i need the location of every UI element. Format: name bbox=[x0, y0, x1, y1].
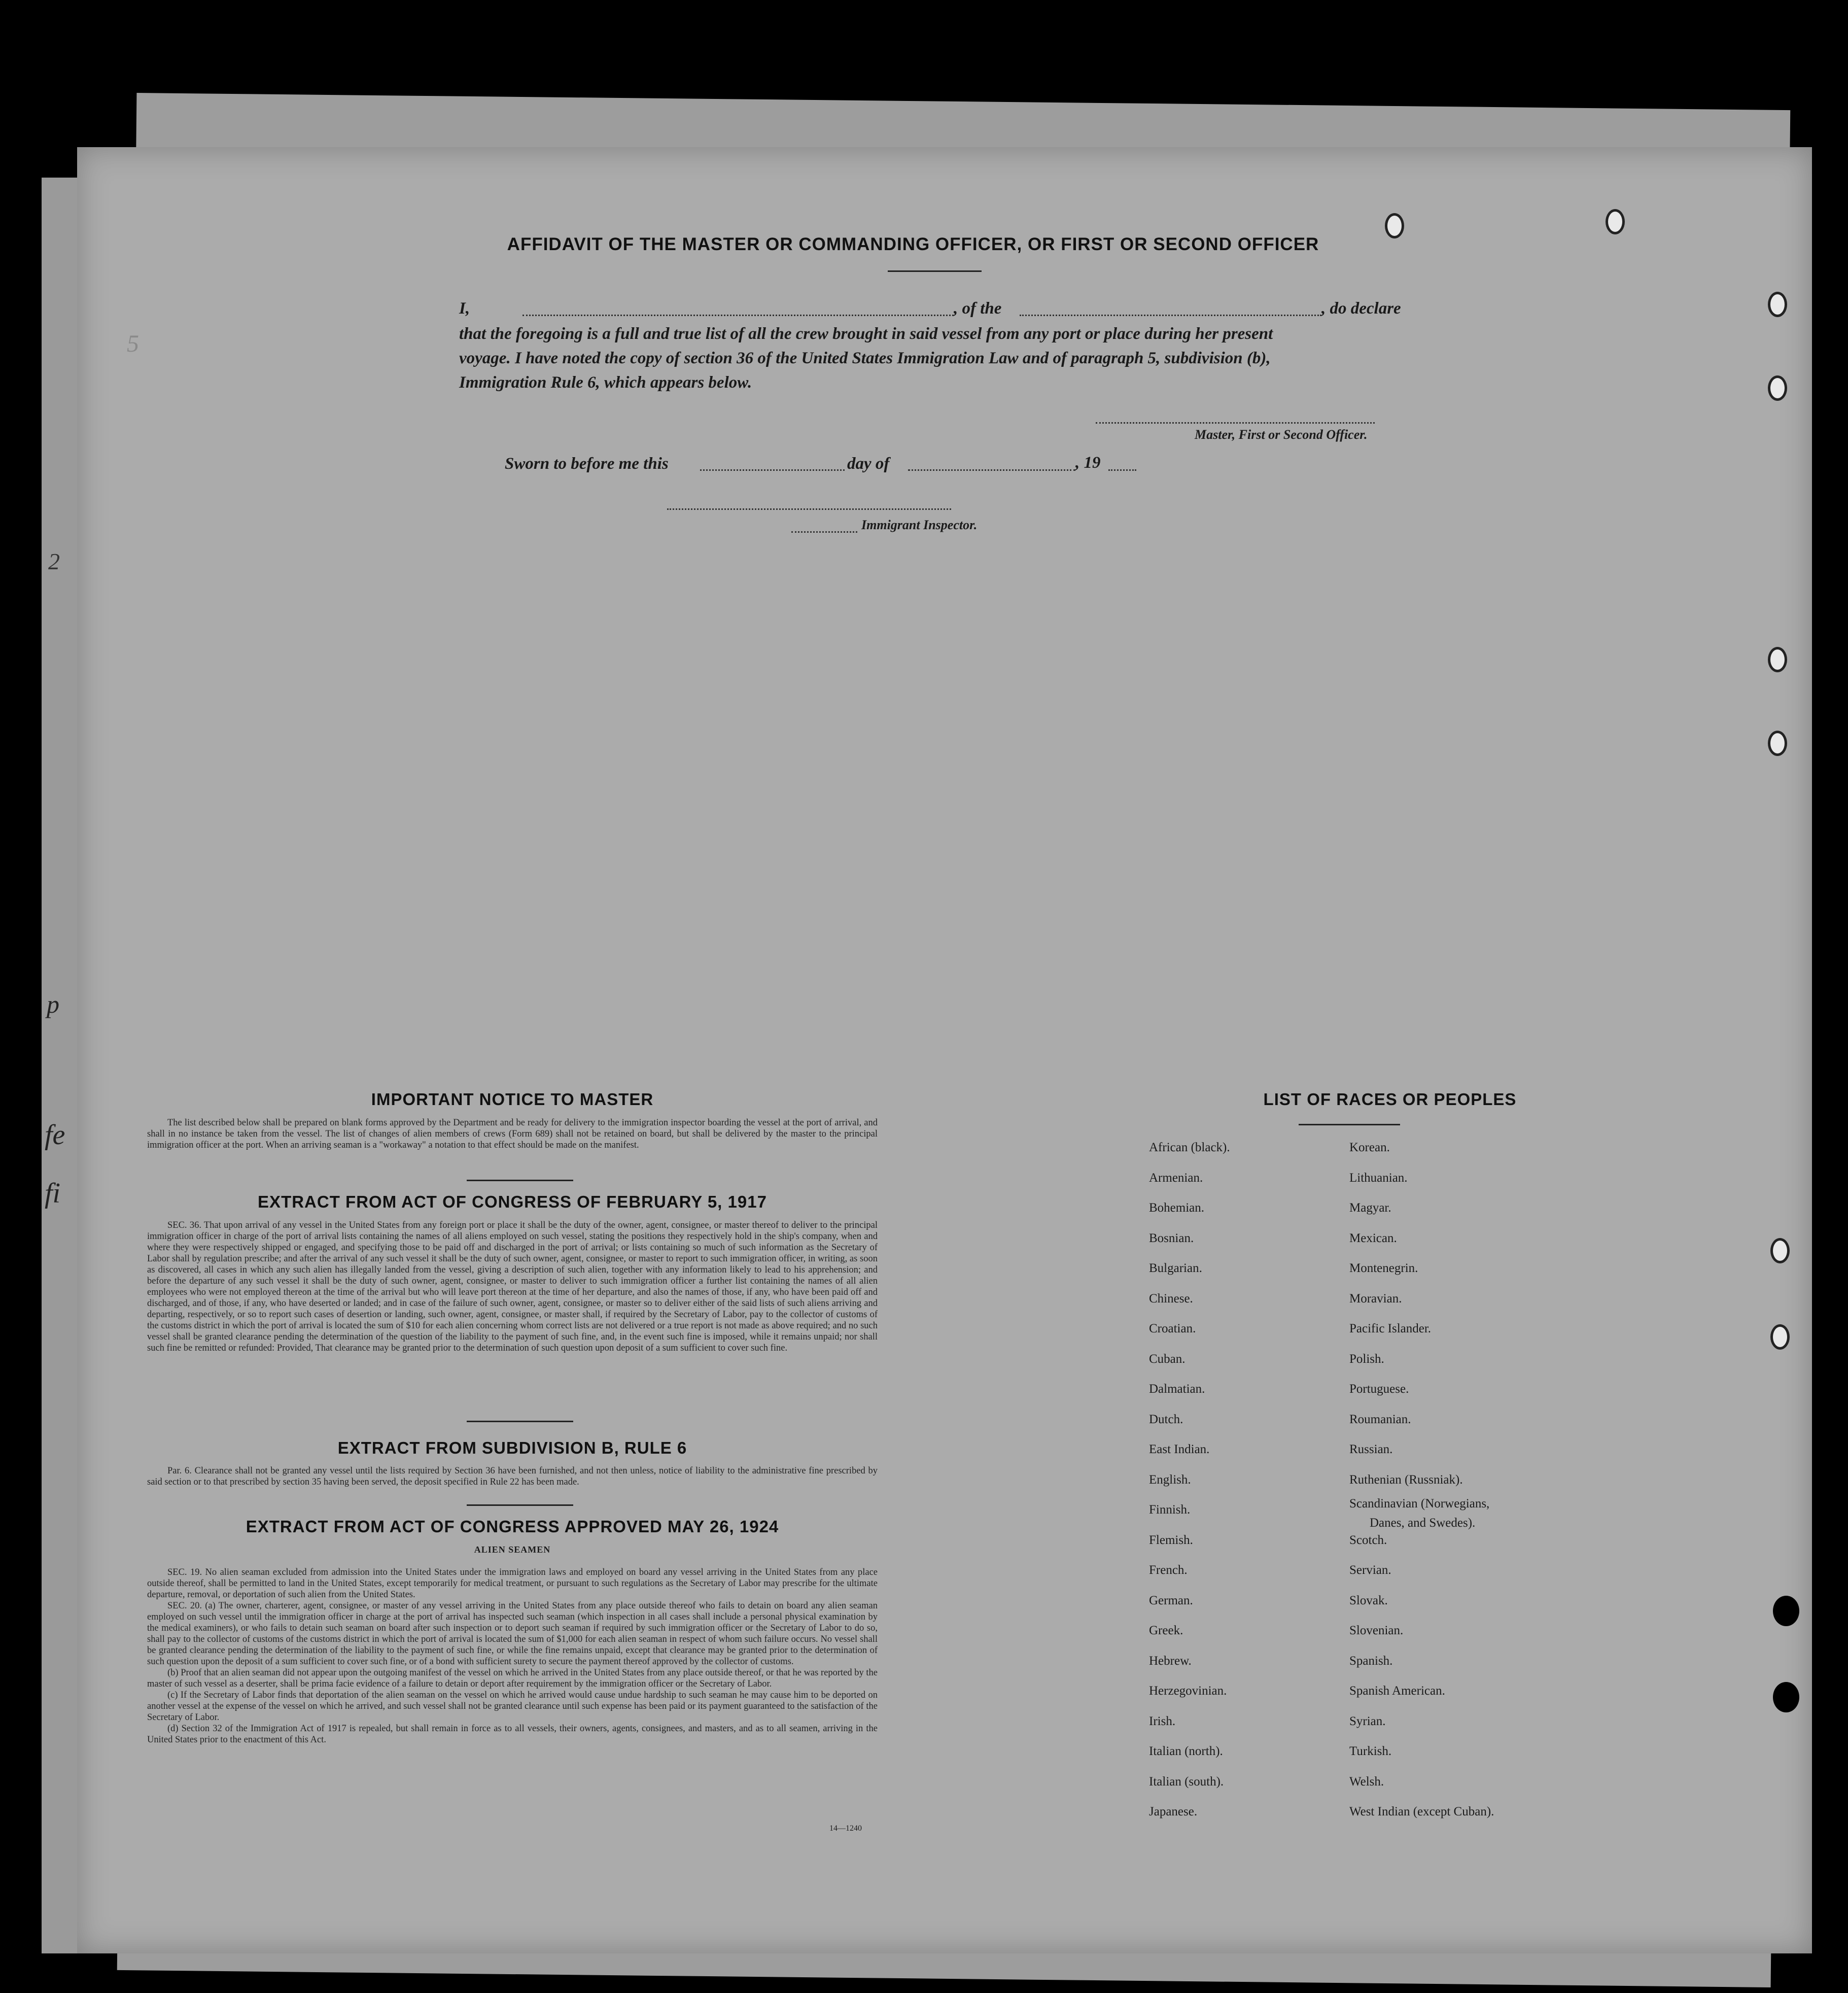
extract-1924-title: EXTRACT FROM ACT OF CONGRESS APPROVED MAY 26, 1924 bbox=[246, 1517, 779, 1536]
race-item: East Indian. bbox=[1149, 1442, 1210, 1456]
race-item: Scandinavian (Norwegians, bbox=[1349, 1497, 1490, 1510]
alien-seamen-subtitle: ALIEN SEAMEN bbox=[474, 1544, 551, 1555]
race-item: Spanish. bbox=[1349, 1654, 1393, 1668]
race-item: Slovenian. bbox=[1349, 1624, 1404, 1637]
inspector-label: Immigrant Inspector. bbox=[861, 518, 978, 532]
race-item: Syrian. bbox=[1349, 1714, 1386, 1728]
sworn-text: Sworn to before me this bbox=[505, 455, 669, 473]
punch-hole-icon bbox=[1770, 1238, 1790, 1263]
vessel-blank[interactable] bbox=[1020, 315, 1321, 316]
punch-hole-icon bbox=[1768, 292, 1787, 317]
race-item: Greek. bbox=[1149, 1624, 1183, 1637]
title-underline bbox=[888, 270, 982, 272]
race-item: Flemish. bbox=[1149, 1533, 1193, 1547]
punch-hole-icon bbox=[1773, 1682, 1799, 1712]
race-item: Magyar. bbox=[1349, 1201, 1391, 1215]
sworn-month-blank[interactable] bbox=[908, 469, 1075, 471]
punch-hole-icon bbox=[1768, 647, 1787, 672]
race-item: Polish. bbox=[1349, 1352, 1384, 1366]
margin-mark: 5 bbox=[127, 330, 139, 357]
sec-19-paragraph: SEC. 19. No alien seaman excluded from admission into the United States under the immigration laws and employed on board any vessel arriving in the United States from any place outside thereof, shall be permitted to land in the United States, except temporarily for medical treatment, or pursuant to such regulations as the Secretary of Labor may prescribe for the ultimate departure, removal, or deportation of such alien from the United States. bbox=[147, 1567, 878, 1600]
extract-1917-text: SEC. 36. That upon arrival of any vessel in the United States from any foreign port or place it shall be the duty of the owner, agent, consignee, or master thereof to deliver to the principal immigration officer in charge of the port of arrival lists containing the names of all aliens employed on such vessel, stating the positions they respectively hold in the ship's company, when and where they were respectively shipped or engaged, and specifying those to be paid off and discharged in the port of arrival; or lists containing so much of such information as the Secretary of Labor shall by regulation prescribe; and after the arrival of any such vessel it shall be the duty of such owner, agent, consignee, or master to report to such immigration officer, in writing, as soon as discovered, all cases in which any such alien has illegally landed from the vessel, giving a description of such alien, together with any information likely to lead to his apprehension; and before the departure of any such vessel it shall be the duty of such owner, agent, consignee, or master to deliver to such immigration officer a further list containing the names of all alien employees who were not employed thereon at the time of the arrival but who will leave port thereon at the time of her departure, and also the names of those, if any, who have been paid off and discharged, and of those, if any, who have deserted or landed; and in case of the failure of such owner, agent, consignee, or master so to deliver either of the said lists of such aliens arriving and departing, respectively, or so to report such cases of desertion or landing, such owner, agent, consignee, or master shall, if required by the Secretary of Labor, pay to the collector of customs of the customs district in which the port of arrival is located the sum of $10 for each alien concerning whom correct lists are not delivered or a true report is not made as above required; and no such vessel shall be granted clearance pending the determination of the question of the liability to the payment of such fine, and, in the event such fine is imposed, while it remains unpaid; nor shall such fine be remitted or refunded: Provided, That clearance may be granted prior to the determination of such question upon deposit of a sum sufficient to cover such fine. bbox=[147, 1220, 878, 1353]
race-item: Slovak. bbox=[1349, 1593, 1388, 1607]
race-item: Russian. bbox=[1349, 1442, 1393, 1456]
margin-handwriting: fe bbox=[45, 1119, 65, 1151]
notice-title: IMPORTANT NOTICE TO MASTER bbox=[371, 1090, 654, 1109]
punch-hole-icon bbox=[1385, 213, 1404, 238]
race-item: Portuguese. bbox=[1349, 1382, 1409, 1396]
race-item: Ruthenian (Russniak). bbox=[1349, 1472, 1463, 1487]
section-rule bbox=[467, 1421, 573, 1422]
race-item: African (black). bbox=[1149, 1141, 1230, 1154]
sec-20d-paragraph: (d) Section 32 of the Immigration Act of 1917 is repealed, but shall remain in force as to all vessels, their owners, agents, consignees, and masters, and as to all seamen, arriving in the United States prior to the enactment of this Act. bbox=[147, 1724, 878, 1745]
race-item: Pacific Islander. bbox=[1349, 1322, 1432, 1335]
race-item: Irish. bbox=[1149, 1714, 1176, 1728]
margin-handwriting: fi bbox=[45, 1178, 61, 1209]
race-item: Roumanian. bbox=[1349, 1412, 1411, 1426]
race-item: Hebrew. bbox=[1149, 1654, 1192, 1668]
race-item: Servian. bbox=[1349, 1563, 1391, 1577]
margin-handwriting: 2 bbox=[48, 548, 60, 574]
race-item: Korean. bbox=[1349, 1141, 1390, 1154]
notice-text: The list described below shall be prepared on blank forms approved by the Department and be ready for delivery to the immigration inspector boarding the vessel at the port of arrival, and shall in no instance be taken from the vessel. The list of changes of alien members of crews (Form 689) shall not be retained on board, but shall be delivered by the master to the principal immigration officer at the port. When an arriving seaman is a "workaway" a notation to that effect should be made on the manifest. bbox=[147, 1118, 878, 1150]
race-item: Lithuanian. bbox=[1349, 1171, 1408, 1185]
race-item: Turkish. bbox=[1349, 1744, 1392, 1758]
race-item: Scotch. bbox=[1349, 1533, 1387, 1547]
race-item: Mexican. bbox=[1349, 1231, 1397, 1245]
race-item: Bulgarian. bbox=[1149, 1261, 1202, 1275]
race-item: Italian (south). bbox=[1149, 1774, 1224, 1789]
race-item: Italian (north). bbox=[1149, 1744, 1223, 1758]
race-item: Herzegovinian. bbox=[1149, 1684, 1227, 1698]
extract-1917-title: EXTRACT FROM ACT OF CONGRESS OF FEBRUARY 5, 1917 bbox=[258, 1192, 767, 1211]
race-item: Welsh. bbox=[1349, 1774, 1384, 1789]
punch-hole-icon bbox=[1768, 731, 1787, 756]
race-item: Armenian. bbox=[1149, 1171, 1203, 1185]
margin-handwriting: p bbox=[47, 990, 59, 1018]
year-text: , 19 bbox=[1075, 454, 1101, 472]
subdivision-b-text: Par. 6. Clearance shall not be granted any vessel until the lists required by Section 36 have been furnished, and not then unless, notice of liability to the administrative fine prescribed by said section or to that prescribed by section 35 having been served, the deposit specified in Rule 22 has been made. bbox=[147, 1466, 878, 1487]
affidavit-title: AFFIDAVIT OF THE MASTER OR COMMANDING OFFICER, OR FIRST OR SECOND OFFICER bbox=[507, 234, 1319, 254]
name-blank[interactable] bbox=[522, 315, 954, 316]
section-rule bbox=[467, 1180, 573, 1181]
section-rule bbox=[467, 1504, 573, 1506]
affidavit-i: I, bbox=[459, 299, 470, 318]
extract-1924-text bbox=[147, 1567, 878, 1745]
sec-20a-paragraph: SEC. 20. (a) The owner, charterer, agent, consignee, or master of any vessel arriving in the United States from any place outside thereof who fails to detain on board any alien seaman employed on such vessel until the immigration officer in charge at the port of arrival has inspected such seaman (which inspection in all cases shall include a personal physical examination by the medical examiners), or who fails to detain such seaman on board after such inspection or to deport such seaman if required by such immigration officer or the Secretary of Labor to do so, shall pay to the collector of customs of the customs district in which the port of arrival is located the sum of $1,000 for each alien seaman in respect of whom such failure occurs. No vessel shall be granted clearance pending the determination of the liability to the payment of such fine, or while the fine remains unpaid, except that clearance may be granted prior to the determination of such question upon the deposit of a sum sufficient to cover such fine, or of a bond with sufficient surety to secure the payment thereof approved by the collector of customs. bbox=[147, 1601, 878, 1667]
race-item: Finnish. bbox=[1149, 1503, 1191, 1517]
race-item: Montenegrin. bbox=[1349, 1261, 1418, 1275]
race-item: West Indian (except Cuban). bbox=[1349, 1805, 1494, 1818]
affidavit-line2: that the foregoing is a full and true list of all the crew brought in said vessel from any port or place during her present bbox=[459, 325, 1273, 343]
affidavit-declare: , do declare bbox=[1321, 299, 1401, 318]
race-item: Bosnian. bbox=[1149, 1231, 1194, 1245]
master-signature-blank[interactable] bbox=[1096, 422, 1375, 424]
race-item: Chinese. bbox=[1149, 1291, 1193, 1305]
race-item: French. bbox=[1149, 1563, 1188, 1577]
race-item: Spanish American. bbox=[1349, 1684, 1445, 1698]
affidavit-line4: Immigration Rule 6, which appears below. bbox=[459, 373, 752, 392]
sec-20b-paragraph: (b) Proof that an alien seaman did not appear upon the outgoing manifest of the vessel on which he arrived in the United States from any place outside thereof, or that he was reported by the master of such vessel as a deserter, shall be prima facie evidence of a failure to detain or deport after requirement by the immigration officer or the Secretary of Labor. bbox=[147, 1668, 878, 1689]
form-number: 14—1240 bbox=[829, 1824, 862, 1833]
sworn-year-blank[interactable] bbox=[1108, 469, 1136, 471]
inspector-dotted-lead bbox=[791, 531, 857, 533]
subdivision-b-title: EXTRACT FROM SUBDIVISION B, RULE 6 bbox=[337, 1438, 687, 1457]
race-item: Danes, and Swedes). bbox=[1370, 1516, 1476, 1530]
master-label: Master, First or Second Officer. bbox=[1195, 427, 1368, 442]
sworn-day-blank[interactable] bbox=[700, 469, 845, 471]
punch-hole-icon bbox=[1606, 209, 1625, 234]
race-item: Dutch. bbox=[1149, 1412, 1183, 1426]
race-item: Dalmatian. bbox=[1149, 1382, 1205, 1396]
punch-hole-icon bbox=[1768, 375, 1787, 401]
sec-20c-paragraph: (c) If the Secretary of Labor finds that deportation of the alien seaman on the vessel on which he arrived would cause undue hardship to such seaman he may cause him to be deported on another vessel at the expense of the vessel on which he arrived, and such vessel shall not be granted clearance until such expense has been paid or its payment guaranteed to the satisfaction of the Secretary of Labor. bbox=[147, 1690, 878, 1723]
race-item: English. bbox=[1149, 1472, 1191, 1487]
race-item: Bohemian. bbox=[1149, 1201, 1205, 1215]
race-item: Moravian. bbox=[1349, 1291, 1402, 1305]
day-of-text: day of bbox=[847, 455, 890, 473]
races-title-underline bbox=[1299, 1124, 1400, 1125]
affidavit-line3: voyage. I have noted the copy of section 36 of the United States Immigration Law and of paragraph 5, subdivision (b), bbox=[459, 349, 1271, 367]
affidavit-of-the: , of the bbox=[954, 299, 1002, 318]
race-item: German. bbox=[1149, 1593, 1193, 1607]
inspector-signature-blank[interactable] bbox=[667, 508, 951, 510]
races-title: LIST OF RACES OR PEOPLES bbox=[1263, 1090, 1517, 1109]
race-item: Cuban. bbox=[1149, 1352, 1185, 1366]
punch-hole-icon bbox=[1773, 1596, 1799, 1626]
punch-hole-icon bbox=[1770, 1324, 1790, 1350]
race-item: Japanese. bbox=[1149, 1805, 1198, 1818]
race-item: Croatian. bbox=[1149, 1322, 1196, 1335]
